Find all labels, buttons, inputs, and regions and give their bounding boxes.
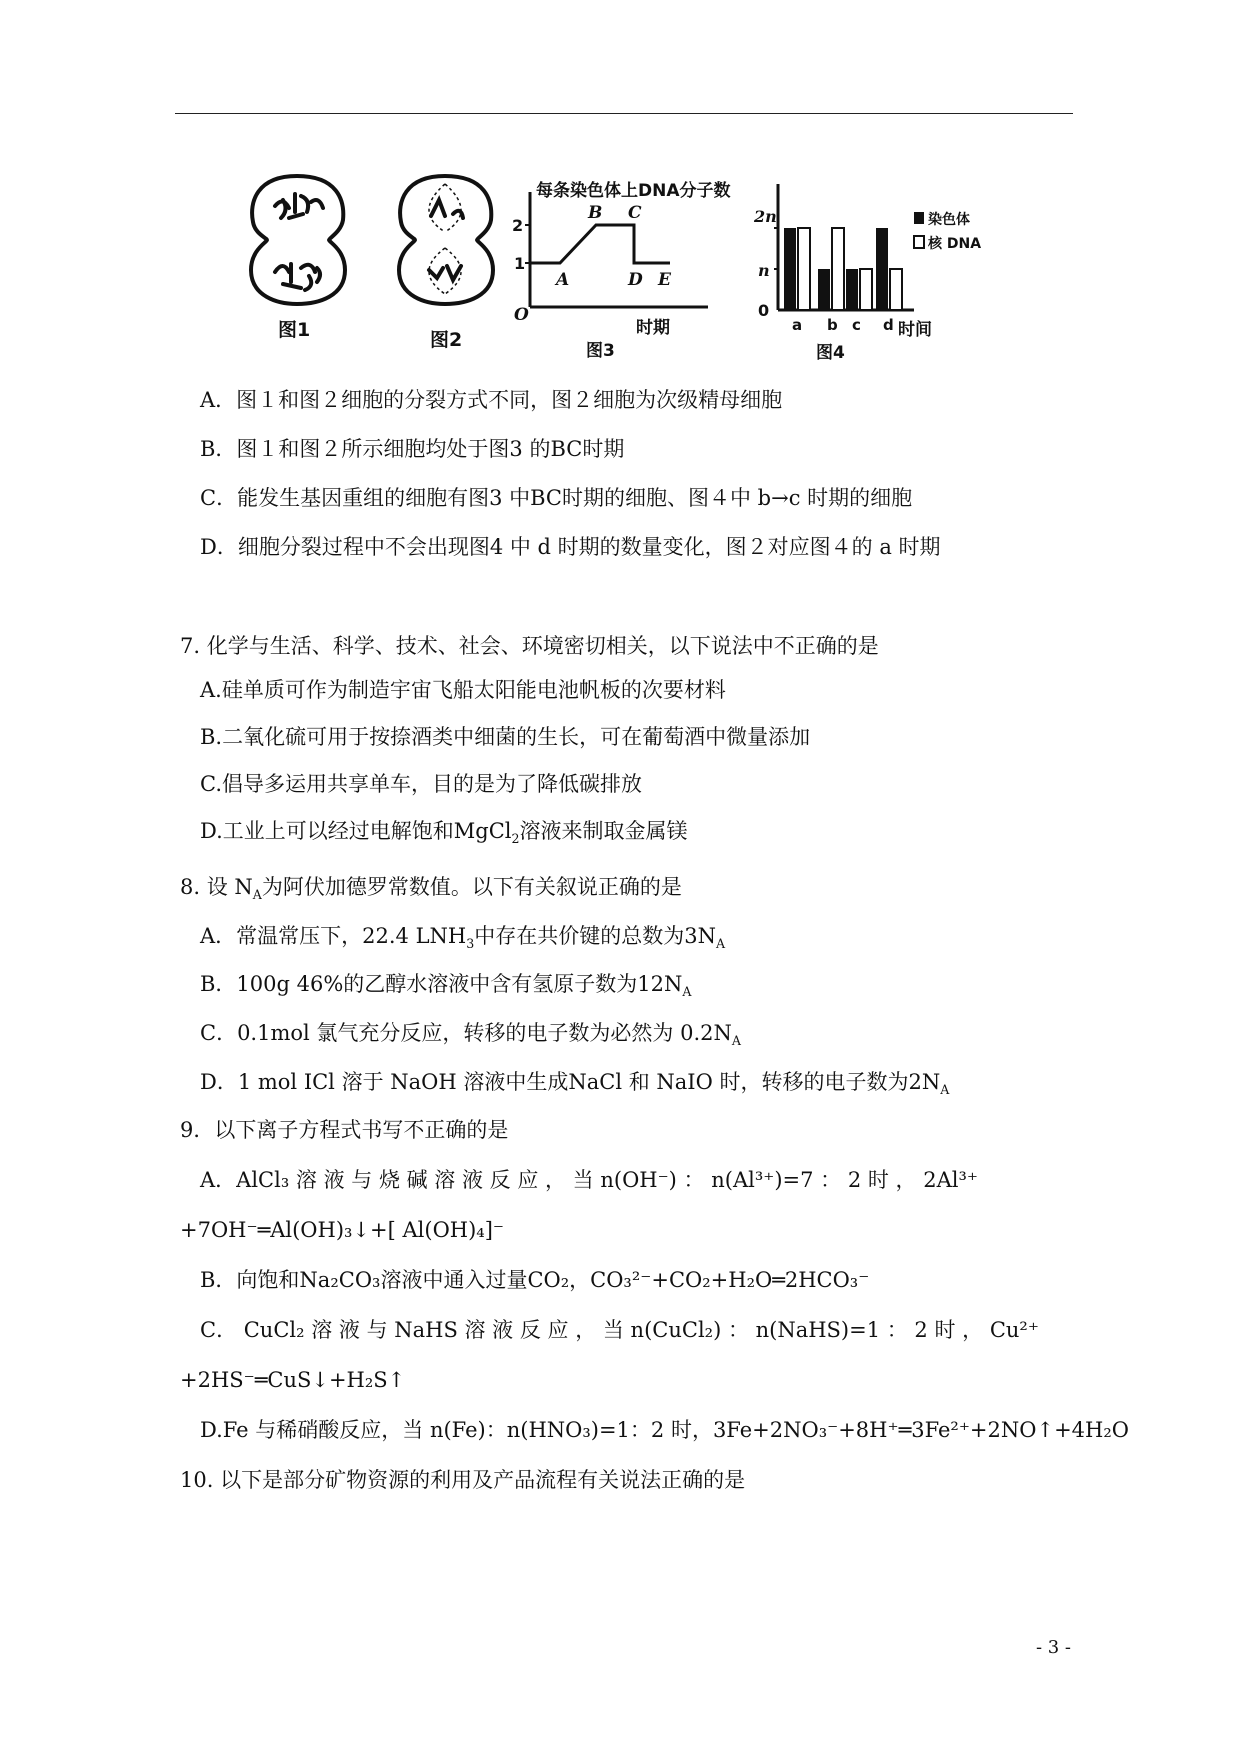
- q9-option-b: B．向饱和Na₂CO₃溶液中通入过量CO₂，CO₃²⁻+CO₂+H₂O═2HCO₃⁻: [200, 1268, 870, 1292]
- fig4-ytick-2n: 2n: [754, 207, 777, 226]
- figure-1-caption: 图1: [278, 319, 311, 341]
- q8-option-a: A．常温常压下，22.4 $LNH_3$中存在共价键的总数为$3N_A$: [200, 924, 726, 952]
- fig4-bar-d-dna: [890, 269, 902, 310]
- q10-stem: 10. 以下是部分矿物资源的利用及产品流程有关说法正确的是: [180, 1468, 746, 1492]
- fig3-caption: 图3: [586, 341, 615, 360]
- fig3-curve: [530, 225, 670, 263]
- fig4-bar-b-chromosome: [818, 269, 830, 310]
- fig4-xlabel: 时间: [898, 320, 932, 340]
- figure-4-chart: [752, 180, 1012, 365]
- fig4-xtick-d: d: [883, 316, 894, 334]
- q8-stem: 8. 设 $N_A$为阿伏加德罗常数值。以下有关叙说正确的是: [180, 875, 682, 903]
- fig4-legend-dna-swatch: [914, 236, 924, 248]
- fig3-ytick-1: 1: [514, 254, 526, 273]
- fig4-ytick-0: 0: [758, 301, 770, 320]
- fig3-ytick-2: 2: [512, 216, 524, 235]
- q9-option-a-line1: A．AlCl₃ 溶 液 与 烧 碱 溶 液 反 应 ， 当 n(OH⁻) ： n(Al³⁺)=7 ： 2 时 ， 2Al³⁺: [200, 1168, 978, 1192]
- fig3-point-b: B: [588, 203, 603, 223]
- q8-option-c: C．0.1mol 氯气充分反应，转移的电子数为必然为 $0.2N_A$: [200, 1021, 741, 1049]
- figure-3-chart: [510, 180, 740, 360]
- fig4-bar-d-chromosome: [876, 228, 888, 310]
- q9-option-c-line1: C． CuCl₂ 溶 液 与 NaHS 溶 液 反 应 ， 当 n(CuCl₂) ： n(NaHS)=1 ： 2 时 ， Cu²⁺: [200, 1318, 1039, 1342]
- fig4-legend-dna: 核 DNA: [928, 236, 982, 252]
- fig4-xtick-a: a: [792, 316, 803, 334]
- fig3-point-a: A: [556, 270, 570, 290]
- fig3-point-e: E: [658, 270, 671, 290]
- fig4-bar-b-dna: [832, 228, 844, 310]
- page-number: - 3 -: [1035, 1637, 1071, 1658]
- q6-option-a: A．图１和图２细胞的分裂方式不同，图２细胞为次级精母细胞: [200, 388, 783, 412]
- fig4-bar-a-chromosome: [784, 228, 796, 310]
- figure-2-caption: 图2: [430, 329, 463, 351]
- fig4-legend-chromosome: 染色体: [928, 212, 970, 228]
- fig3-origin: O: [514, 305, 529, 325]
- fig4-ytick-n: n: [758, 261, 770, 280]
- q7-option-d: D.工业上可以经过电解饱和MgCl$_2$溶液来制取金属镁: [200, 819, 688, 847]
- fig3-ylabel: 每条染色体上DNA分子数: [536, 181, 731, 201]
- q7-option-a: A.硅单质可作为制造宇宙飞船太阳能电池帆板的次要材料: [200, 678, 726, 702]
- header-rule: [175, 113, 1073, 114]
- q6-option-c: C．能发生基因重组的细胞有图3 中BC时期的细胞、图４中 b→c 时期的细胞: [200, 486, 913, 510]
- q8-option-b: B．100g 46%的乙醇水溶液中含有氢原子数为$12N_A$: [200, 972, 692, 1000]
- fig4-xtick-c: c: [852, 316, 861, 334]
- fig4-bar-c-dna: [860, 269, 872, 310]
- fig4-bar-c-chromosome: [846, 269, 858, 310]
- figure-1-cell: [245, 172, 350, 307]
- q6-option-d: D．细胞分裂过程中不会出现图4 中 d 时期的数量变化，图２对应图４的 a 时期: [200, 535, 941, 559]
- figure-2-cell: [393, 172, 498, 307]
- q9-option-d: D.Fe 与稀硝酸反应，当 n(Fe)：n(HNO₃)=1：2 时，3Fe+2NO₃⁻+8H⁺═3Fe²⁺+2NO↑+4H₂O: [200, 1418, 1129, 1442]
- q9-option-a-line2: +7OH⁻═Al(OH)₃↓+[ Al(OH)₄]⁻: [180, 1218, 504, 1242]
- fig4-xtick-b: b: [827, 316, 838, 334]
- fig4-bar-a-dna: [798, 228, 810, 310]
- fig4-legend-chromosome-swatch: [914, 212, 924, 224]
- q6-option-b: B．图１和图２所示细胞均处于图3 的BC时期: [200, 437, 625, 461]
- q9-stem: 9．以下离子方程式书写不正确的是: [180, 1118, 509, 1142]
- q7-option-c: C.倡导多运用共享单车，目的是为了降低碳排放: [200, 772, 642, 796]
- fig3-point-d: D: [628, 270, 643, 290]
- q7-option-b: B.二氧化硫可用于按捺酒类中细菌的生长，可在葡萄酒中微量添加: [200, 725, 811, 749]
- fig3-point-c: C: [628, 203, 642, 223]
- fig4-caption: 图4: [816, 343, 845, 363]
- q8-option-d: D．1 mol ICl 溶于 NaOH 溶液中生成NaCl 和 NaIO 时，转移的电子数为$2N_A$: [200, 1070, 950, 1098]
- fig3-xlabel: 时期: [636, 318, 670, 338]
- q9-option-c-line2: +2HS⁻═CuS↓+H₂S↑: [180, 1368, 406, 1392]
- q7-stem: 7. 化学与生活、科学、技术、社会、环境密切相关，以下说法中不正确的是: [180, 634, 879, 658]
